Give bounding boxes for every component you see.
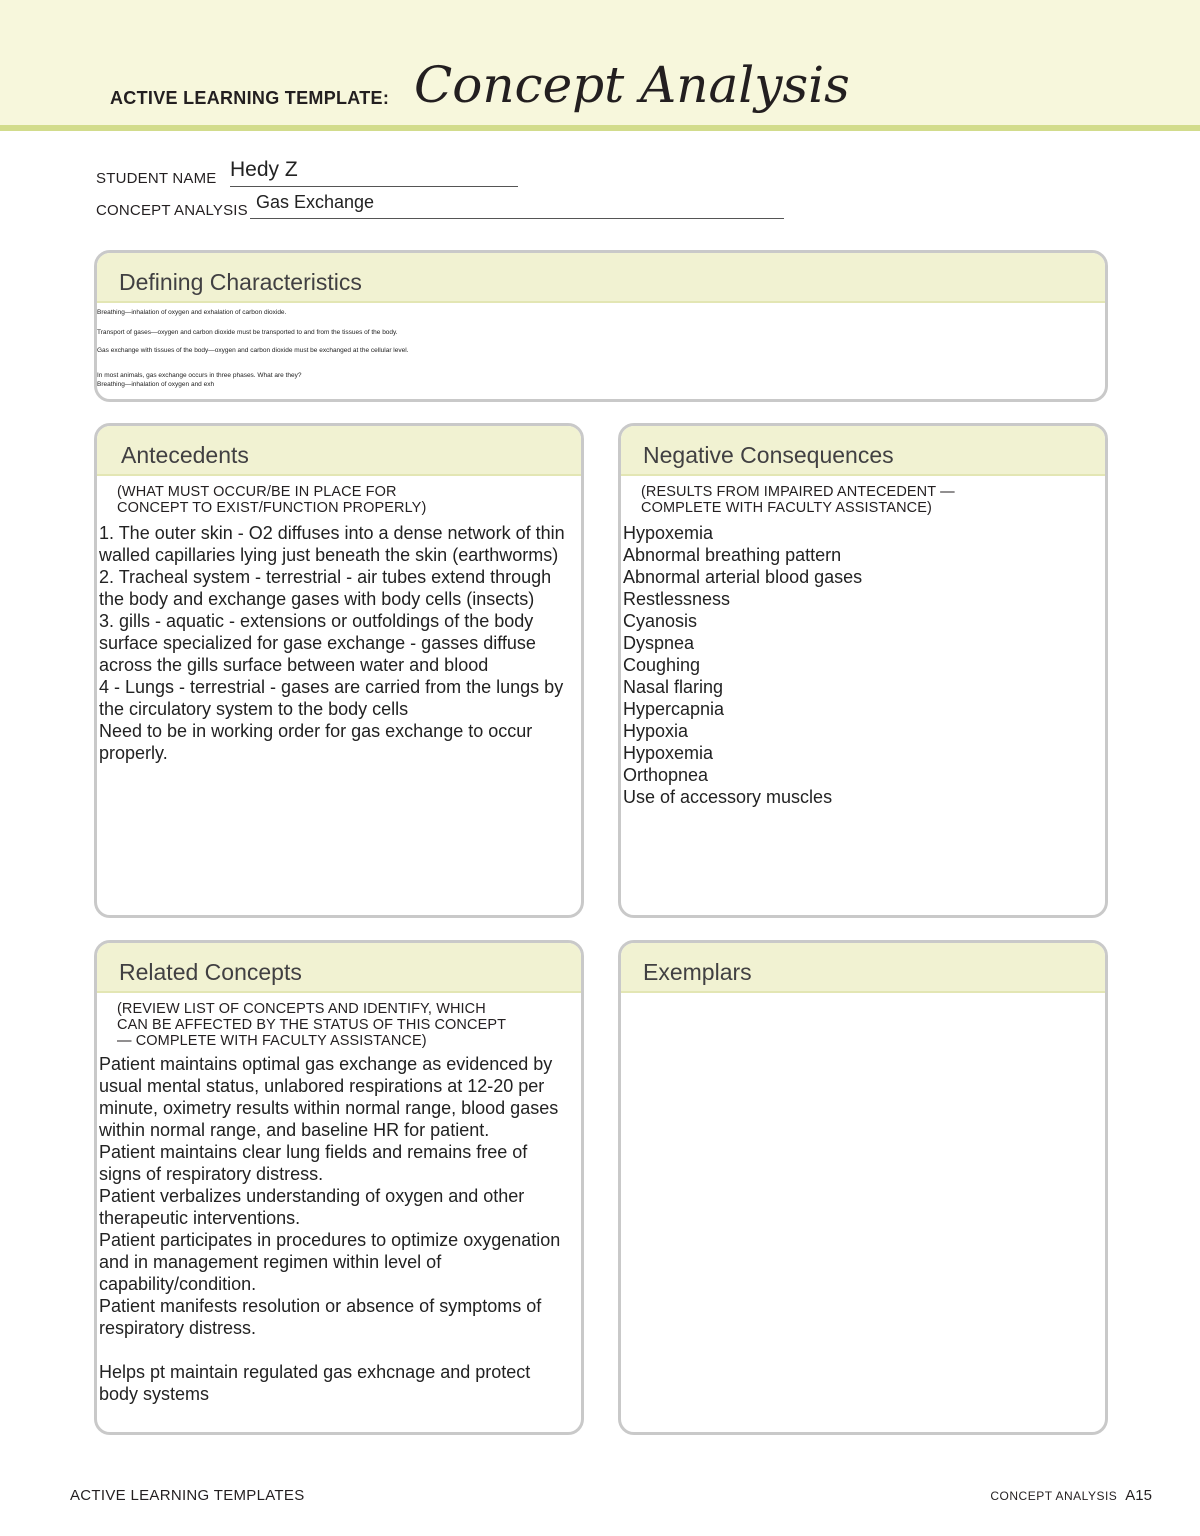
related-subtitle-line: CAN BE AFFECTED BY THE STATUS OF THIS CONCEPT — [117, 1017, 507, 1033]
related-concepts-box — [94, 940, 584, 1435]
antecedents-box — [94, 423, 584, 918]
related-subtitle-line: — COMPLETE WITH FACULTY ASSISTANCE) — [117, 1033, 427, 1049]
exemplars-box — [618, 940, 1108, 1435]
consequence-item: Abnormal breathing pattern — [623, 545, 842, 565]
consequence-item: Restlessness — [623, 589, 731, 609]
antecedent-entry: Need to be in working order for gas exchange to occur properly. — [99, 721, 533, 763]
related-subtitle-line: (REVIEW LIST OF CONCEPTS AND IDENTIFY, WHICH — [117, 1001, 486, 1017]
related-concepts-text[interactable] — [99, 1053, 581, 1405]
consequence-item: Hypoxemia — [623, 743, 714, 763]
footer-left: ACTIVE LEARNING TEMPLATES — [70, 1487, 305, 1504]
antecedents-text[interactable] — [99, 522, 581, 764]
defining-line: Breathing—inhalation of oxygen and exh — [97, 381, 215, 388]
concept-analysis-label: CONCEPT ANALYSIS — [96, 202, 248, 219]
negative-consequences-box — [618, 423, 1108, 918]
related-entry: Patient verbalizes understanding of oxygen and other therapeutic interventions. — [99, 1186, 525, 1228]
related-entry: Patient manifests resolution or absence of symptoms of respiratory distress. — [99, 1296, 542, 1338]
defining-characteristics-title: Defining Characteristics — [97, 253, 1105, 303]
consequence-item: Hypercapnia — [623, 699, 725, 719]
negative-consequences-title: Negative Consequences — [621, 426, 1105, 476]
exemplars-title: Exemplars — [621, 943, 1105, 993]
concept-analysis-line — [250, 218, 784, 219]
page-title: Concept Analysis — [414, 56, 850, 114]
antecedents-subtitle-line: CONCEPT TO EXIST/FUNCTION PROPERLY) — [117, 500, 427, 516]
student-name-label: STUDENT NAME — [96, 170, 217, 187]
consequence-item: Cyanosis — [623, 611, 698, 631]
student-name-line — [230, 186, 518, 187]
antecedent-entry: 2. Tracheal system - terrestrial - air tubes extend through the body and exchange gases with body cells (insects) — [99, 567, 552, 609]
defining-line: Gas exchange with tissues of the body—oxygen and carbon dioxide must be exchanged at the cellular level. — [97, 347, 409, 354]
defining-line: In most animals, gas exchange occurs in three phases. What are they? — [97, 372, 302, 379]
negative-subtitle-line: COMPLETE WITH FACULTY ASSISTANCE) — [641, 500, 932, 516]
antecedents-subtitle-line: (WHAT MUST OCCUR/BE IN PLACE FOR — [117, 484, 397, 500]
consequence-item: Coughing — [623, 655, 701, 675]
antecedent-entry: 1. The outer skin - O2 diffuses into a dense network of thin walled capillaries lying just beneath the skin (earthworms) — [99, 523, 565, 565]
negative-subtitle-line: (RESULTS FROM IMPAIRED ANTECEDENT — — [641, 484, 955, 500]
consequence-item: Orthopnea — [623, 765, 709, 785]
negative-consequences-subtitle — [641, 484, 1105, 516]
related-entry: Patient maintains clear lung fields and remains free of signs of respiratory distress. — [99, 1142, 528, 1184]
defining-line: Transport of gases—oxygen and carbon dioxide must be transported to and from the tissues of the body. — [97, 329, 398, 336]
footer-section-label: CONCEPT ANALYSIS — [990, 1489, 1118, 1503]
consequence-item: Abnormal arterial blood gases — [623, 567, 863, 587]
related-entry: Patient participates in procedures to optimize oxygenation and in management regimen within level of capability/condition. — [99, 1230, 561, 1294]
consequence-item: Dyspnea — [623, 633, 695, 653]
defining-characteristics-box — [94, 250, 1108, 402]
page-number: A15 — [1125, 1487, 1152, 1504]
related-concepts-subtitle — [117, 1001, 581, 1049]
concept-analysis-field[interactable]: Gas Exchange — [256, 192, 375, 212]
header-rule — [0, 125, 1200, 131]
antecedent-entry: 3. gills - aquatic - extensions or outfoldings of the body surface specialized for gase exchange - gasses diffuse across the gills surface between water and blood — [99, 611, 536, 675]
template-label: ACTIVE LEARNING TEMPLATE: — [110, 88, 390, 108]
antecedents-title: Antecedents — [97, 426, 581, 476]
antecedent-entry: 4 - Lungs - terrestrial - gases are carried from the lungs by the circulatory system to the body cells — [99, 677, 564, 719]
consequence-item: Hypoxemia — [623, 523, 714, 543]
defining-characteristics-text[interactable] — [97, 303, 1105, 389]
related-entry: Patient maintains optimal gas exchange as evidenced by usual mental status, unlabored respirations at 12-20 per minute, oximetry results within normal range, blood gases within normal range, and baseline HR for patient. — [99, 1054, 559, 1140]
consequence-item: Use of accessory muscles — [623, 787, 833, 807]
negative-consequences-text[interactable] — [623, 522, 1105, 808]
related-concepts-title: Related Concepts — [97, 943, 581, 993]
student-name-field[interactable]: Hedy Z — [230, 158, 298, 181]
consequence-item: Nasal flaring — [623, 677, 724, 697]
related-closing: Helps pt maintain regulated gas exhcnage and protect body systems — [99, 1362, 531, 1404]
footer-right — [990, 1487, 1152, 1504]
defining-line: Breathing—inhalation of oxygen and exhalation of carbon dioxide. — [97, 309, 287, 316]
antecedents-subtitle — [117, 484, 581, 516]
consequence-item: Hypoxia — [623, 721, 689, 741]
exemplars-text[interactable] — [621, 993, 1105, 1413]
